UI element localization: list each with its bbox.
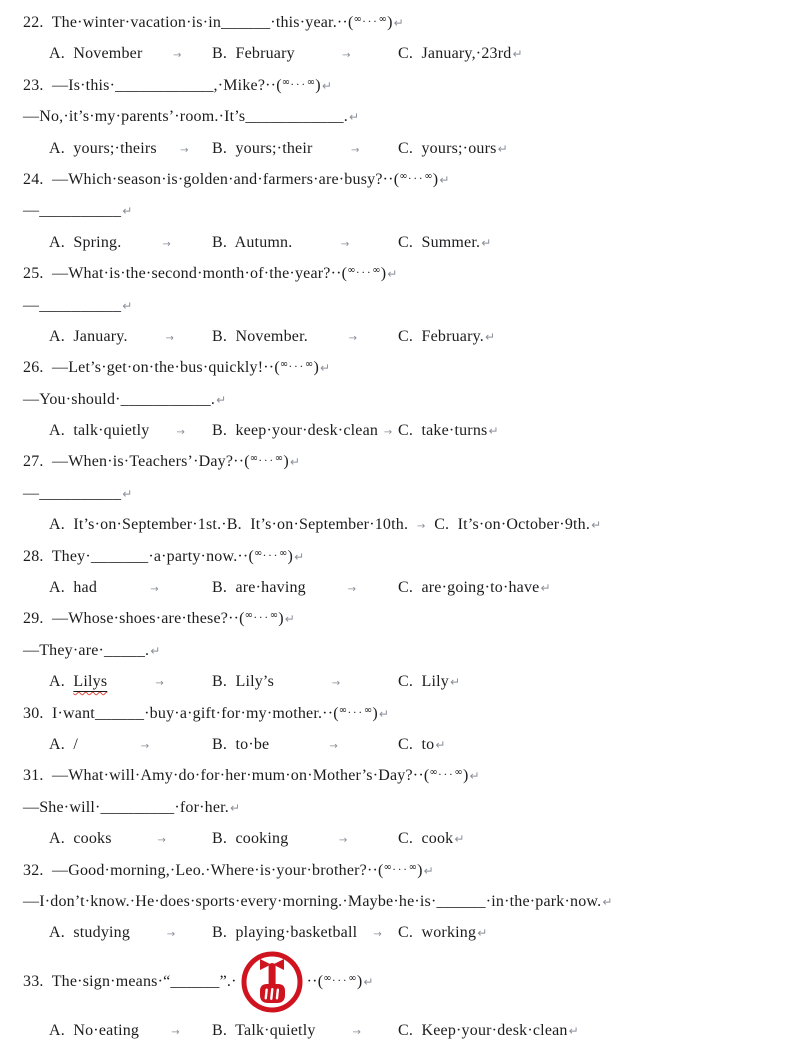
tab-mark-icon: → [340,238,350,250]
text-run: C. January,·23rd [398,45,512,63]
question-line-with-image [0,949,798,1015]
question-line [0,70,798,101]
paragraph-mark-icon: ↵ [289,455,301,470]
tab-mark-icon: → [166,929,176,941]
emoticon-marker: (∞···∞) [341,265,387,283]
text-run: —No,·it’s·my·parents’·room.·It’s____________. [23,108,348,126]
tab-gap [313,135,398,166]
paragraph-mark-icon: ↵ [122,204,133,219]
paragraph-mark-icon: ↵ [321,78,333,93]
option-cell-a [49,321,212,354]
option-cell-b [212,133,398,166]
paragraph-mark-icon: ↵ [568,1023,579,1038]
tab-gap [295,40,398,71]
tab-mark-icon: → [373,929,382,941]
tab-gap [143,40,213,71]
tab-mark-icon: → [140,740,150,752]
paragraph-mark-icon: ↵ [485,329,496,344]
text-run: A. talk·quietly [49,422,150,440]
tab-mark-icon: → [180,144,189,156]
text-run: —You·should·___________. [23,390,216,408]
question-line [0,446,798,477]
tab-mark-icon: → [342,50,351,62]
tab-mark-icon: → [172,50,182,62]
tab-mark-icon: → [150,584,159,596]
text-run: A. cooks [49,830,112,848]
paragraph-mark-icon: ↵ [449,675,461,690]
text-run: C. working [398,924,477,942]
tab-gap [274,668,398,699]
tab-gap [316,1017,398,1048]
option-cell-b [212,917,398,950]
option-cell-a [49,415,212,448]
question-line [0,7,798,38]
text-run: A. November [49,45,143,63]
tab-gap [107,668,212,699]
question-line [0,760,798,791]
option-cell-a [49,666,212,699]
option-cell-a [49,1015,212,1048]
tab-mark-icon: → [383,427,393,439]
option-cell-a [49,38,212,71]
paragraph-mark-icon: ↵ [230,800,241,815]
options-row [0,917,798,948]
text-run: —They·are·_____. [23,641,150,659]
option-cell-b [212,415,398,448]
option-cell-b [212,227,398,260]
tab-mark-icon: → [176,427,186,439]
option-cell-b [212,572,398,605]
text-run: A. studying [49,924,131,942]
tab-mark-icon: → [338,835,348,847]
paragraph-mark-icon: ↵ [602,894,613,909]
tab-gap [139,1017,212,1048]
option-cell-a [49,823,212,856]
text-run: 30. I·want______·buy·a·gift·for·my·mother.·· [23,704,334,722]
paragraph-mark-icon: ↵ [454,832,465,847]
paragraph-mark-icon: ↵ [150,643,161,658]
question-line [0,541,798,572]
paragraph-mark-icon: ↵ [378,706,390,721]
paragraph-mark-icon: ↵ [481,235,492,250]
text-run: C. yours;·ours [398,139,497,157]
option-cell-a [49,917,212,950]
text-run: 23. —Is·this·____________,·Mike?·· [23,76,277,94]
question-line [0,855,798,886]
tab-gap [121,229,212,260]
tab-gap [288,825,398,856]
options-row [0,133,798,164]
tab-gap [269,731,398,762]
option-cell-a [49,729,212,762]
text-run: ·· [306,972,318,990]
text-run: 25. —What·is·the·second·month·of·the·year?·· [23,265,342,283]
options-row [0,572,798,603]
emoticon-marker: (∞···∞) [248,547,294,565]
answer-line [0,478,798,509]
text-run: B. cooking [212,830,289,848]
tab-mark-icon: → [348,332,358,344]
text-run: B. playing·basketball [212,924,358,942]
option-cell-b [212,321,398,354]
option-cell-c [398,666,460,698]
option-cell-b [212,666,398,699]
text-run: —She·will·_________·for·her. [23,798,230,816]
text-run: C. cook [398,830,454,848]
text-run: 28. They·_______·a·party·now.·· [23,547,249,565]
text-run: A. had [49,579,98,597]
tab-mark-icon: → [157,835,167,847]
paragraph-mark-icon: ↵ [122,486,133,501]
text-run: A. January. [49,327,128,345]
paragraph-mark-icon: ↵ [540,581,551,596]
emoticon-marker: (∞···∞) [239,610,284,628]
text-run: B. November. [212,327,308,345]
tab-mark-icon: → [347,584,357,596]
tab-mark-icon: → [329,740,338,752]
text-run: 29. —Whose·shoes·are·these?·· [23,610,240,628]
tab-gap [378,417,398,448]
tab-gap [150,417,212,448]
paragraph-mark-icon: ↵ [497,141,508,156]
option-cell-b [212,729,398,762]
options-row [0,666,798,697]
option-cell-c [398,227,491,259]
emoticon-marker: (∞···∞) [276,76,321,94]
paragraph-mark-icon: ↵ [469,769,480,784]
text-run: B. are·having [212,579,306,597]
options-row [0,823,798,854]
answer-line [0,290,798,321]
paragraph-mark-icon: ↵ [439,172,450,187]
text-run: B. to·be [212,735,270,753]
option-cell-a [49,572,212,605]
emoticon-marker: (∞···∞) [423,767,469,785]
paragraph-mark-icon: ↵ [393,16,404,30]
option-cell-c [398,1015,579,1047]
emoticon-marker: (∞···∞) [244,453,289,471]
paragraph-mark-icon: ↵ [122,298,133,313]
text-run: C. Lily [398,673,449,691]
tab-gap [306,574,398,605]
emoticon-marker: (∞···∞) [333,704,378,722]
emoticon-marker: (∞···∞) [274,359,319,377]
paragraph-mark-icon: ↵ [348,110,360,125]
tab-gap [292,229,398,260]
answer-line [0,195,798,226]
options-row [0,415,798,446]
text-run: B. February [212,45,295,63]
emoticon-marker: (∞···∞) [347,14,393,31]
text-run: A. No·eating [49,1021,140,1039]
text-run: C. take·turns [398,422,488,440]
paragraph-mark-icon: ↵ [216,392,227,407]
quiet-hand-sign-image [240,950,304,1014]
question-line [0,352,798,383]
paragraph-mark-icon: ↵ [294,549,305,564]
text-run: B. Lily’s [212,673,275,691]
emoticon-marker: (∞···∞) [317,972,363,990]
text-run: C. Keep·your·desk·clean [398,1021,568,1039]
option-cell-c [398,572,551,604]
tab-gap [112,825,212,856]
text-run: 31. —What·will·Amy·do·for·her·mum·on·Mother’s·Day?·· [23,767,424,785]
tab-gap [97,574,212,605]
text-run: B. Talk·quietly [212,1021,316,1039]
tab-gap [357,919,398,950]
text-run: B. keep·your·desk·clean [212,422,379,440]
paragraph-mark-icon: ↵ [284,612,296,627]
tab-gap [408,509,434,542]
paragraph-mark-icon: ↵ [435,737,446,752]
text-run: —__________ [23,296,122,314]
paragraph-mark-icon: ↵ [423,863,434,878]
tab-mark-icon: → [352,1026,362,1038]
paragraph-mark-icon: ↵ [512,47,523,62]
text-run: C. to [398,735,435,753]
options-row [0,227,798,258]
text-run: B. Autumn. [212,233,293,251]
tab-gap [78,731,212,762]
answer-line [0,792,798,823]
option-cell-a [49,133,212,166]
options-row [0,729,798,760]
option-cell-a [49,227,212,260]
text-run: C. February. [398,327,484,345]
paragraph-mark-icon: ↵ [319,361,331,376]
tab-gap [128,323,212,354]
misspelled-word: Lilys [73,673,108,691]
tab-mark-icon: → [171,1026,180,1038]
paragraph-mark-icon: ↵ [477,926,488,941]
text-run: —__________ [23,202,122,220]
tab-mark-icon: → [416,521,426,533]
text-run: 24. —Which·season·is·golden·and·farmers·are·busy?·· [23,170,394,188]
tab-mark-icon: → [155,678,164,690]
text-run: A. yours;·theirs [49,139,157,157]
text-run: A. [49,673,74,691]
emoticon-marker: (∞···∞) [393,170,439,188]
options-row-flow [0,509,798,540]
tab-mark-icon: → [165,332,175,344]
question-line [0,603,798,634]
tab-gap [157,135,212,166]
question-line [0,698,798,729]
option-cell-c [398,917,487,949]
answer-line [0,101,798,132]
option-cell-c [398,321,495,353]
option-cell-c [398,823,465,855]
text-run: 22. The·winter·vacation·is·in______·this·year.·· [23,14,348,31]
option-cell-c [398,729,446,761]
paragraph-mark-icon: ↵ [591,518,602,533]
answer-line [0,635,798,666]
tab-mark-icon: → [331,678,341,690]
option-cell-c [398,133,508,165]
tab-gap [308,323,398,354]
answer-line [0,886,798,917]
question-line [0,164,798,195]
option-cell-b [212,823,398,856]
text-run: 26. —Let’s·get·on·the·bus·quickly!·· [23,359,275,377]
emoticon-marker: (∞···∞) [378,861,423,879]
options-row [0,321,798,352]
tab-mark-icon: → [350,144,360,156]
text-run: —__________ [23,484,122,502]
text-run: A. / [49,735,78,753]
text-run: C. are·going·to·have [398,579,540,597]
question-line [0,258,798,289]
answer-line [0,384,798,415]
option-cell-b [212,38,398,71]
text-run: 27. —When·is·Teachers’·Day?·· [23,453,245,471]
text-run: 33. The·sign·means·“______”.· [23,972,237,990]
option-cell-c [398,38,523,70]
text-run: A. Spring. [49,233,122,251]
text-run: —I·don’t·know.·He·does·sports·every·morning.·Maybe·he·is·______·in·the·park·now. [23,892,602,910]
text-run: B. yours;·their [212,139,313,157]
tab-gap [130,919,212,950]
option-cell-c [398,415,499,447]
text-run: A. It’s·on·September·1st.·B. It’s·on·September·10th. [49,516,409,534]
paragraph-mark-icon: ↵ [387,267,398,282]
option-cell-b [212,1015,398,1048]
text-run: C. It’s·on·October·9th. [434,516,591,534]
text-run: 32. —Good·morning,·Leo.·Where·is·your·brother?·· [23,861,379,879]
text-run: C. Summer. [398,233,481,251]
tab-mark-icon: → [162,238,172,250]
options-row [0,38,798,69]
paragraph-mark-icon: ↵ [363,974,374,989]
options-row [0,1015,798,1046]
paragraph-mark-icon: ↵ [488,424,499,439]
